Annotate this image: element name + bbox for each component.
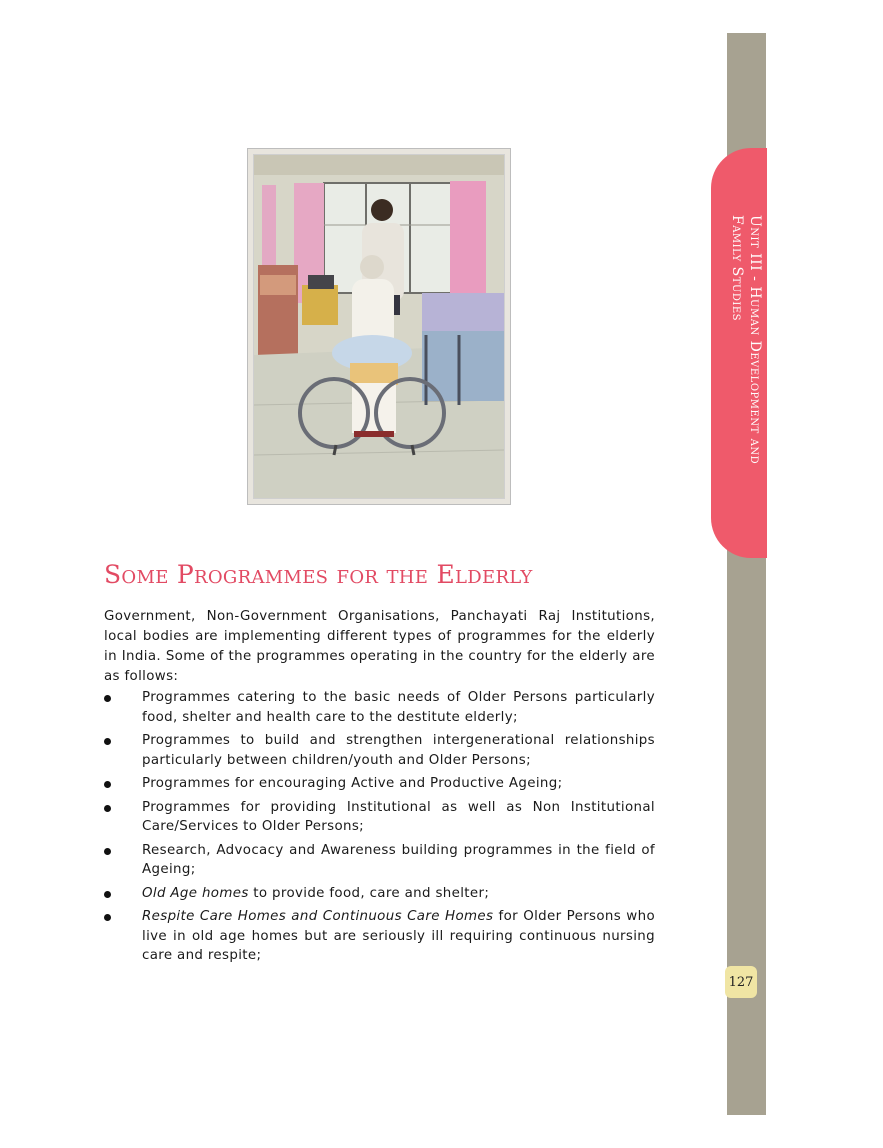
unit-label: Unit III - Human Development and Family Studies <box>729 215 763 465</box>
bullet-icon <box>104 891 111 898</box>
list-item <box>104 884 655 904</box>
figure-photo <box>253 154 505 499</box>
bullet-icon <box>104 738 111 745</box>
list-item <box>104 731 655 770</box>
bullet-icon <box>104 695 111 702</box>
list-item <box>104 907 655 966</box>
bullet-icon <box>104 848 111 855</box>
list-item <box>104 798 655 837</box>
page-number: 127 <box>725 966 757 998</box>
list-item-italic: Respite Care Homes and Continuous Care Homes <box>142 909 494 924</box>
list-item-text: Programmes for encouraging Active and Productive Ageing; <box>142 776 563 791</box>
list-item <box>104 774 655 794</box>
list-item-text: Programmes for providing Institutional as well as Non Institutional Care/Services to Older Persons; <box>142 799 655 834</box>
list-item-text: to provide food, care and shelter; <box>248 885 490 901</box>
list-item-text: for Older Persons who live in old age homes but are seriously ill requiring continuous nursing care and respite; <box>142 909 655 963</box>
list-item-italic: Old Age homes <box>142 885 249 901</box>
bullet-icon <box>104 781 111 788</box>
section-title: Some Programmes for the Elderly <box>104 560 533 589</box>
list-item <box>104 841 655 880</box>
list-item-text: Research, Advocacy and Awareness building programmes in the field of Ageing; <box>142 842 655 877</box>
figure-frame <box>247 148 511 505</box>
bullet-icon <box>104 805 111 812</box>
photo-elderly-woman-in-wheelchair-icon <box>254 155 504 498</box>
programme-list <box>104 688 655 970</box>
list-item <box>104 688 655 727</box>
bullet-icon <box>104 914 111 921</box>
list-item-text: Programmes catering to the basic needs of Older Persons particularly food, shelter and health care to the destitute elderly; <box>142 690 655 725</box>
list-item-text: Programmes to build and strengthen intergenerational relationships particularly between children/youth and Older Persons; <box>142 733 655 768</box>
intro-paragraph: Government, Non-Government Organisations, Panchayati Raj Institutions, local bodies are implementing different types of programmes for the elderly in India. Some of the programmes operating in the country for the elderly are as follows: <box>104 609 655 684</box>
